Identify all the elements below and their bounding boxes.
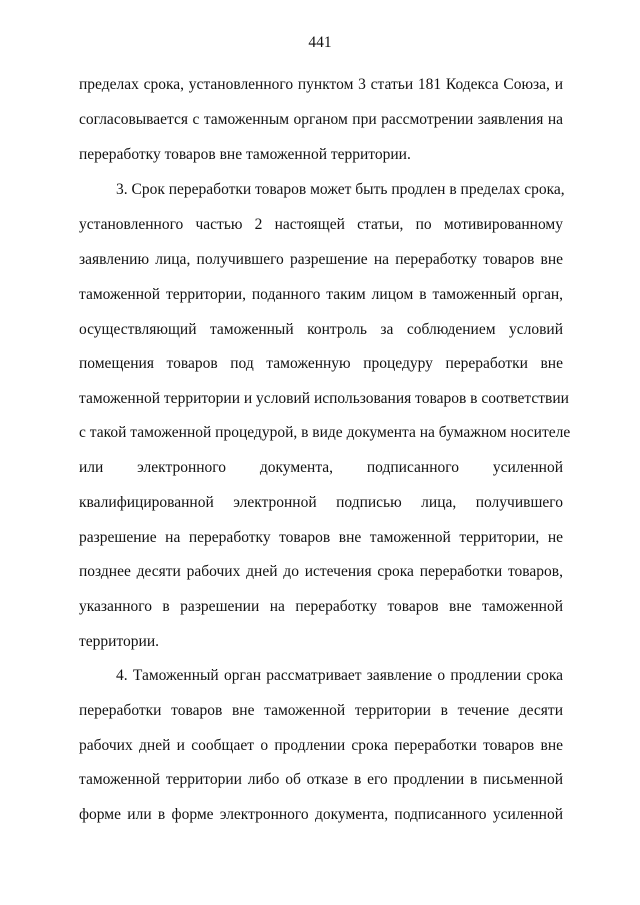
text-line: помещения товаров под таможенную процедуру переработки вне	[79, 355, 563, 372]
text-line: разрешение на переработку товаров вне таможенной территории, не	[79, 529, 563, 546]
text-line: указанного в разрешении на переработку товаров вне таможенной	[79, 598, 563, 615]
text-line: пределах срока, установленного пунктом 3 статьи 181 Кодекса Союза, и	[79, 76, 563, 93]
text-line: с такой таможенной процедурой, в виде документа на бумажном носителе	[79, 424, 571, 441]
text-line: позднее десяти рабочих дней до истечения срока переработки товаров,	[79, 563, 563, 580]
text-line: 4. Таможенный орган рассматривает заявление о продлении срока	[116, 667, 563, 684]
text-line: или электронного документа, подписанного усиленной	[79, 459, 563, 476]
text-line: таможенной территории и условий использования товаров в соответствии	[79, 390, 569, 407]
text-line: установленного частью 2 настоящей статьи, по мотивированному	[79, 216, 563, 233]
text-line: территории.	[79, 633, 159, 650]
text-line: переработку товаров вне таможенной территории.	[79, 146, 411, 163]
text-line: форме или в форме электронного документа, подписанного усиленной	[79, 806, 563, 823]
text-line: квалифицированной электронной подписью лица, получившего	[79, 494, 563, 511]
text-line: переработки товаров вне таможенной территории в течение десяти	[79, 702, 563, 719]
text-line: рабочих дней и сообщает о продлении срока переработки товаров вне	[79, 737, 563, 754]
text-line: заявлению лица, получившего разрешение на переработку товаров вне	[79, 251, 563, 268]
text-line: осуществляющий таможенный контроль за соблюдением условий	[79, 321, 563, 338]
text-line: таможенной территории, поданного таким лицом в таможенный орган,	[79, 286, 563, 303]
text-line: таможенной территории либо об отказе в его продлении в письменной	[79, 771, 563, 788]
text-line: 3. Срок переработки товаров может быть продлен в пределах срока,	[116, 181, 565, 198]
page-number: 441	[308, 34, 332, 51]
text-line: согласовывается с таможенным органом при рассмотрении заявления на	[79, 111, 563, 128]
